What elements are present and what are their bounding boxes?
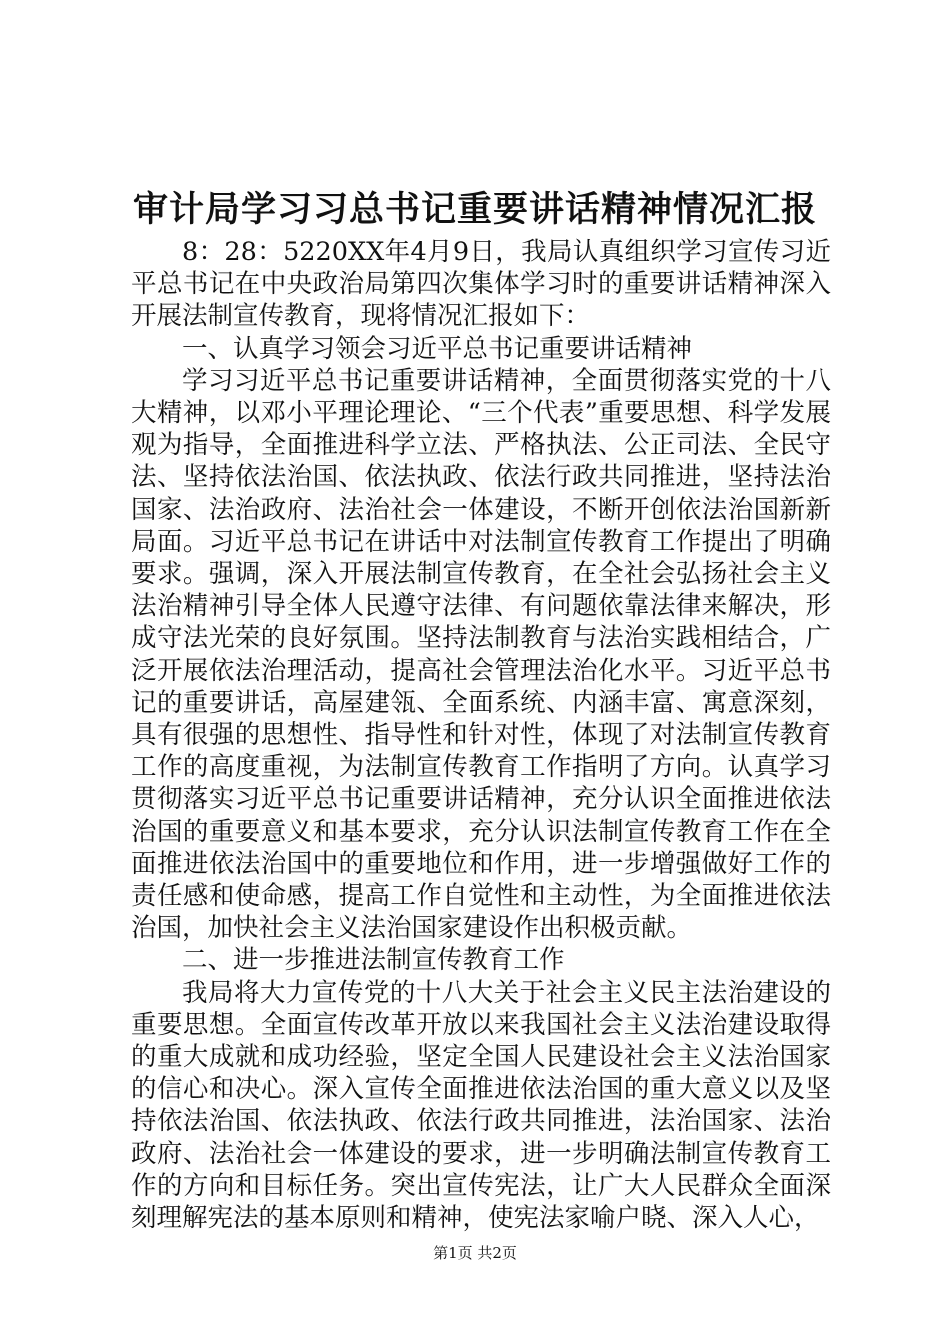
page-number-indicator: 第1页 共2页 — [433, 1244, 517, 1262]
section-1-paragraph: 学习习近平总书记重要讲话精神，全面贯彻落实党的十八大精神，以邓小平理论理论、“三个代表”重要思想、科学发展观为指导，全面推进科学立法、严格执法、公正司法、全民守法、坚持依法治国、依法执政、依法行政共同推进，坚持法治国家、法治政府、法治社会一体建设，不断开创依法治国新新局面。习近平总书记在讲话中对法制宣传教育工作提出了明确要求。强调，深入开展法制宣传教育，在全社会弘扬社会主义法治精神引导全体人民遵守法律、有问题依靠法律来解决，形成守法光荣的良好氛围。坚持法制教育与法治实践相结合，广泛开展依法治理活动，提高社会管理法治化水平。习近平总书记的重要讲话，高屋建瓴、全面系统、内涵丰富、寓意深刻，具有很强的思想性、指导性和针对性，体现了对法制宣传教育工作的高度重视，为法制宣传教育工作指明了方向。认真学习贯彻落实习近平总书记重要讲话精神，充分认识全面推进依法治国的重要意义和基本要求，充分认识法制宣传教育工作在全面推进依法治国中的重要地位和作用，进一步增强做好工作的责任感和使命感，提高工作自觉性和主动性，为全面推进依法治国，加快社会主义法治国家建设作出积极贡献。 — [131, 365, 831, 944]
document-title: 审计局学习习总书记重要讲话精神情况汇报 — [132, 189, 817, 230]
intro-paragraph: 8：28：5220XX年4月9日，我局认真组织学习宣传习近平总书记在中央政治局第四次集体学习时的重要讲话精神深入开展法制宣传教育，现将情况汇报如下： — [131, 237, 831, 332]
document-body — [131, 236, 831, 1234]
section-1-heading: 一、认真学习领会习近平总书记重要讲话精神 — [182, 333, 693, 364]
page-footer — [0, 1243, 950, 1263]
section-2-paragraph: 我局将大力宣传党的十八大关于社会主义民主法治建设的重要思想。全面宣传改革开放以来我国社会主义法治建设取得的重大成就和成功经验，坚定全国人民建设社会主义法治国家的信心和决心。深入宣传全面推进依法治国的重大意义以及坚持依法治国、依法执政、依法行政共同推进，法治国家、法治政府、法治社会一体建设的要求，进一步明确法制宣传教育工作的方向和目标任务。突出宣传宪法，让广大人民群众全面深刻理解宪法的基本原则和精神，使宪法家喻户晓、深入人心， — [131, 977, 831, 1234]
section-2-heading: 二、进一步推进法制宣传教育工作 — [182, 945, 565, 976]
